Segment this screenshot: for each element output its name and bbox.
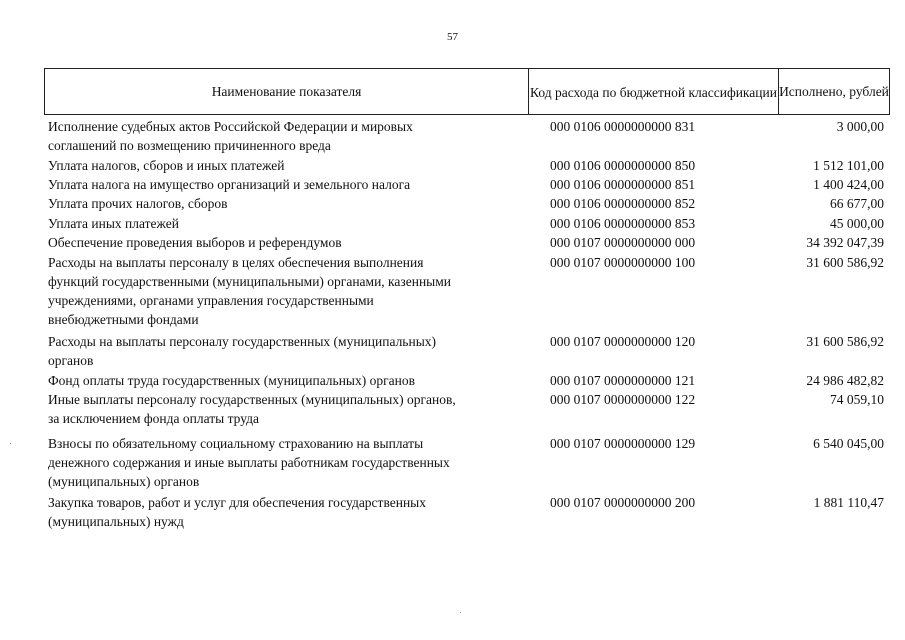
row-name: Уплата прочих налогов, сборов: [48, 196, 228, 211]
page-number: 57: [447, 31, 458, 43]
row-code: 000 0107 0000000000 121: [550, 373, 696, 388]
row-amount: 1 881 110,47: [813, 495, 884, 510]
row-amount: 24 986 482,82: [806, 373, 884, 388]
row-code: 000 0107 0000000000 200: [550, 495, 696, 510]
row-name: Уплата иных платежей: [48, 216, 179, 231]
row-name: Расходы на выплаты персоналу в целях обеспечения выполнения функций государственными (муниципальными) органами, казенными учреждениями, органами управления государственными внебюджетными фондами: [48, 255, 452, 327]
row-code: 000 0107 0000000000 000: [550, 235, 696, 250]
row-amount: 3 000,00: [836, 119, 884, 134]
row-amount: 45 000,00: [830, 216, 884, 231]
row-code: 000 0106 0000000000 831: [550, 119, 696, 134]
row-name: Уплата налога на имущество организаций и земельного налога: [48, 177, 411, 192]
row-amount: 34 392 047,39: [806, 235, 884, 250]
scan-speck: [460, 612, 461, 613]
row-code: 000 0106 0000000000 851: [550, 177, 696, 192]
row-amount: 1 512 101,00: [813, 158, 884, 173]
row-name: Исполнение судебных актов Российской Федерации и мировых соглашений по возмещению причиненного вреда: [48, 119, 413, 153]
row-name: Обеспечение проведения выборов и референдумов: [48, 235, 342, 250]
row-amount: 1 400 424,00: [813, 177, 884, 192]
row-name: Иные выплаты персоналу государственных (муниципальных) органов, за исключением фонда оплаты труда: [48, 392, 456, 426]
column-header-name: Наименование показателя: [45, 69, 529, 114]
row-name: Фонд оплаты труда государственных (муниципальных) органов: [48, 373, 415, 388]
row-code: 000 0107 0000000000 122: [550, 392, 696, 407]
row-amount: 6 540 045,00: [813, 436, 884, 451]
row-name: Расходы на выплаты персоналу государственных (муниципальных) органов: [48, 334, 437, 368]
row-amount: 74 059,10: [830, 392, 884, 407]
column-header-code: Код расхода по бюджетной классификации: [529, 69, 779, 114]
row-name: Уплата налогов, сборов и иных платежей: [48, 158, 285, 173]
row-code: 000 0107 0000000000 100: [550, 255, 696, 270]
row-amount: 31 600 586,92: [806, 255, 884, 270]
row-code: 000 0107 0000000000 129: [550, 436, 696, 451]
row-code: 000 0106 0000000000 853: [550, 216, 696, 231]
row-name: Взносы по обязательному социальному страхованию на выплаты денежного содержания и иные выплаты работникам государственных (муниципальных) органов: [48, 436, 450, 489]
column-header-amount: Исполнено, рублей: [779, 83, 889, 99]
row-code: 000 0107 0000000000 120: [550, 334, 696, 349]
row-code: 000 0106 0000000000 852: [550, 196, 696, 211]
row-code: 000 0106 0000000000 850: [550, 158, 696, 173]
scan-speck: [10, 443, 11, 444]
row-amount: 31 600 586,92: [806, 334, 884, 349]
row-amount: 66 677,00: [830, 196, 884, 211]
row-name: Закупка товаров, работ и услуг для обеспечения государственных (муниципальных) нужд: [48, 495, 427, 529]
